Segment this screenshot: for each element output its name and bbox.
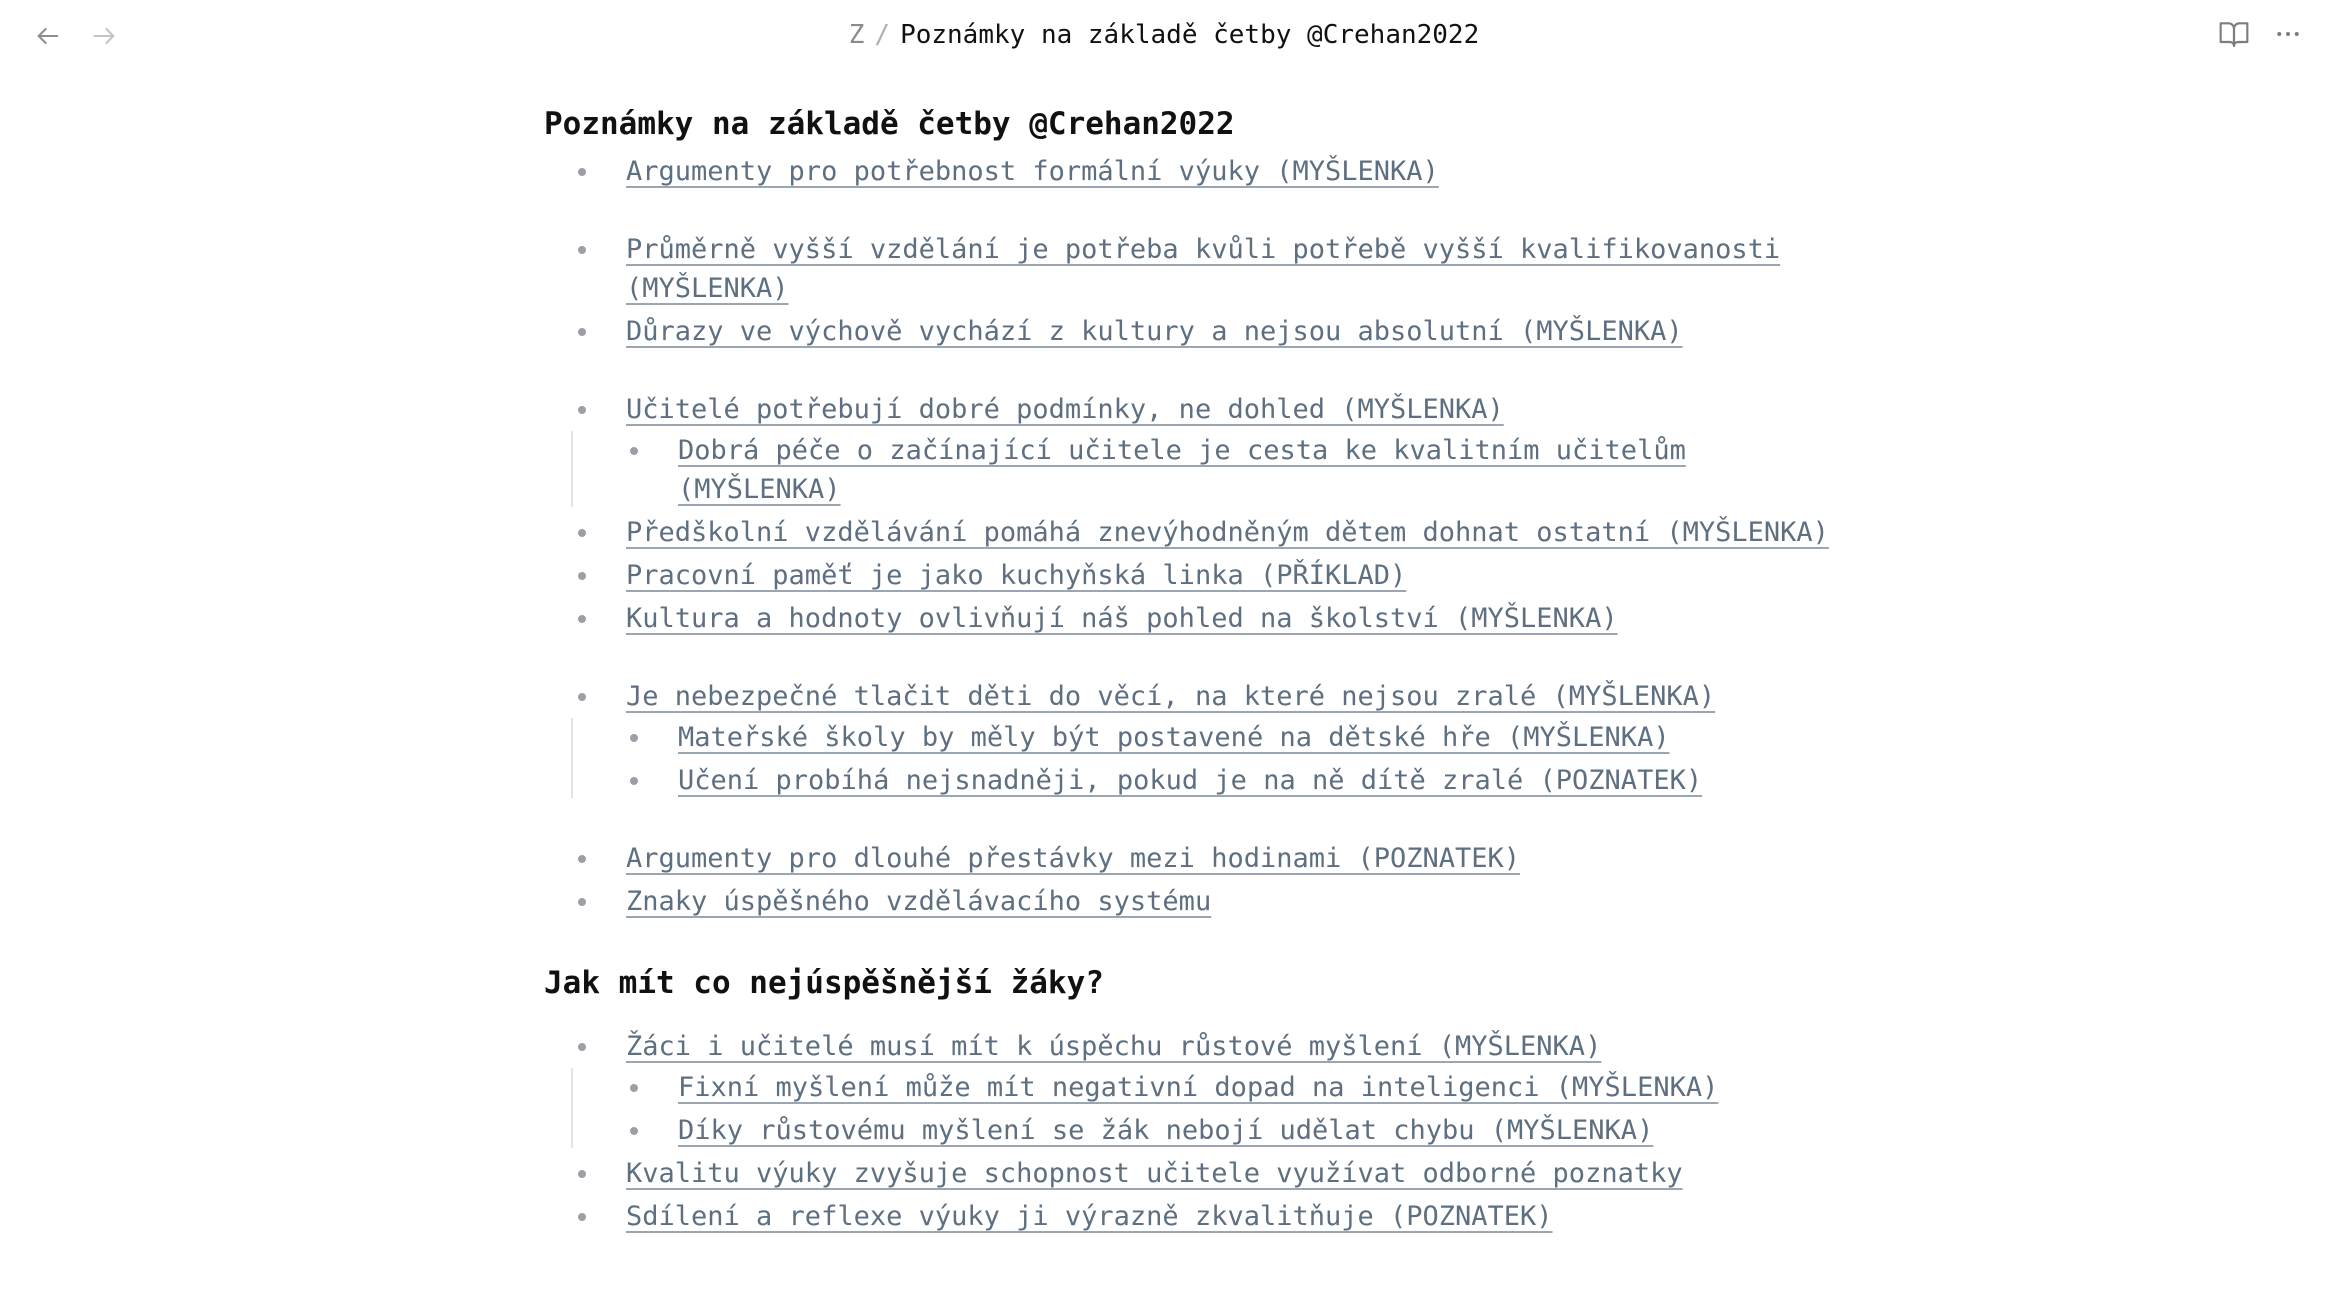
- list-item: [596, 1068, 1844, 1107]
- internal-link[interactable]: Díky růstovému myšlení se žák nebojí udělat chybu (MYŠLENKA): [678, 1115, 1654, 1146]
- breadcrumb: [0, 18, 2328, 52]
- internal-link[interactable]: Důrazy ve výchově vychází z kultury a nejsou absolutní (MYŠLENKA): [626, 316, 1683, 347]
- bullet-icon[interactable]: [578, 529, 586, 537]
- link-list: [544, 1027, 1844, 1236]
- internal-link[interactable]: Dobrá péče o začínající učitele je cesta ke kvalitním učitelům (MYŠLENKA): [678, 435, 1686, 505]
- internal-link[interactable]: Kvalitu výuky zvyšuje schopnost učitele využívat odborné poznatky: [626, 1158, 1683, 1189]
- nested-list: [544, 718, 1844, 800]
- section-heading: Jak mít co nejúspěšnější žáky?: [544, 965, 1104, 1001]
- internal-link[interactable]: Žáci i učitelé musí mít k úspěchu růstové myšlení (MYŠLENKA): [626, 1031, 1602, 1062]
- list-item: [544, 1197, 1844, 1236]
- bullet-icon[interactable]: [630, 777, 638, 785]
- section-two: [544, 955, 1844, 1236]
- bullet-icon[interactable]: [578, 855, 586, 863]
- internal-link[interactable]: Pracovní paměť je jako kuchyňská linka (PŘÍKLAD): [626, 560, 1407, 591]
- bullet-icon[interactable]: [578, 168, 586, 176]
- bullet-icon[interactable]: [578, 406, 586, 414]
- internal-link[interactable]: Mateřské školy by měly být postavené na dětské hře (MYŠLENKA): [678, 722, 1670, 753]
- bullet-icon[interactable]: [578, 328, 586, 336]
- bullet-icon[interactable]: [630, 447, 638, 455]
- bullet-icon[interactable]: [578, 898, 586, 906]
- internal-link[interactable]: Argumenty pro dlouhé přestávky mezi hodinami (POZNATEK): [626, 843, 1521, 874]
- internal-link[interactable]: Průměrně vyšší vzdělání je potřeba kvůli potřebě vyšší kvalifikovanosti (MYŠLENKA): [626, 234, 1781, 304]
- breadcrumb-parent[interactable]: Z: [848, 20, 865, 50]
- list-item: [544, 882, 1844, 921]
- bullet-icon[interactable]: [578, 246, 586, 254]
- internal-link[interactable]: Předškolní vzdělávání pomáhá znevýhodněným dětem dohnat ostatní (MYŠLENKA): [626, 517, 1829, 548]
- internal-link[interactable]: Sdílení a reflexe výuky ji výrazně zkvalitňuje (POZNATEK): [626, 1201, 1553, 1232]
- list-item: [544, 312, 1844, 351]
- list-item: [544, 839, 1844, 878]
- list-item: [544, 1027, 1844, 1150]
- nested-list: [544, 431, 1844, 509]
- breadcrumb-separator: /: [874, 20, 891, 50]
- note-content: [544, 96, 1844, 1240]
- internal-link[interactable]: Fixní myšlení může mít negativní dopad na inteligenci (MYŠLENKA): [678, 1072, 1719, 1103]
- bullet-icon[interactable]: [578, 1043, 586, 1051]
- bullet-icon[interactable]: [578, 1170, 586, 1178]
- list-item: [544, 556, 1844, 595]
- book-open-icon: [2218, 18, 2250, 54]
- nested-list: [544, 1068, 1844, 1150]
- list-item: [596, 1111, 1844, 1150]
- top-bar: [0, 0, 2328, 70]
- list-item: [544, 677, 1844, 800]
- bullet-icon[interactable]: [630, 734, 638, 742]
- bullet-icon[interactable]: [630, 1127, 638, 1135]
- internal-link[interactable]: Znaky úspěšného vzdělávacího systému: [626, 886, 1212, 917]
- list-item: [544, 513, 1844, 552]
- list-item: [596, 761, 1844, 800]
- list-item: [544, 152, 1844, 191]
- link-list: [544, 152, 1844, 921]
- bullet-icon[interactable]: [578, 615, 586, 623]
- list-item: [544, 599, 1844, 638]
- list-item: [596, 718, 1844, 757]
- bullet-icon[interactable]: [578, 572, 586, 580]
- more-options-button[interactable]: [2266, 14, 2310, 58]
- internal-link[interactable]: Argumenty pro potřebnost formální výuky (MYŠLENKA): [626, 156, 1439, 187]
- internal-link[interactable]: Je nebezpečné tlačit děti do věcí, na které nejsou zralé (MYŠLENKA): [626, 681, 1716, 712]
- list-item: [544, 230, 1844, 308]
- internal-link[interactable]: Kultura a hodnoty ovlivňují náš pohled na školství (MYŠLENKA): [626, 603, 1618, 634]
- internal-link[interactable]: Učení probíhá nejsnadněji, pokud je na ně dítě zralé (POZNATEK): [678, 765, 1703, 796]
- list-item: [544, 390, 1844, 509]
- more-horizontal-icon: [2273, 19, 2303, 53]
- bullet-icon[interactable]: [630, 1084, 638, 1092]
- section-heading: Poznámky na základě četby @Crehan2022: [544, 106, 1235, 142]
- list-item: [544, 1154, 1844, 1193]
- bullet-icon[interactable]: [578, 1213, 586, 1221]
- reading-mode-button[interactable]: [2212, 14, 2256, 58]
- bullet-icon[interactable]: [578, 693, 586, 701]
- breadcrumb-current[interactable]: Poznámky na základě četby @Crehan2022: [900, 20, 1480, 50]
- internal-link[interactable]: Učitelé potřebují dobré podmínky, ne dohled (MYŠLENKA): [626, 394, 1504, 425]
- list-item: [596, 431, 1844, 509]
